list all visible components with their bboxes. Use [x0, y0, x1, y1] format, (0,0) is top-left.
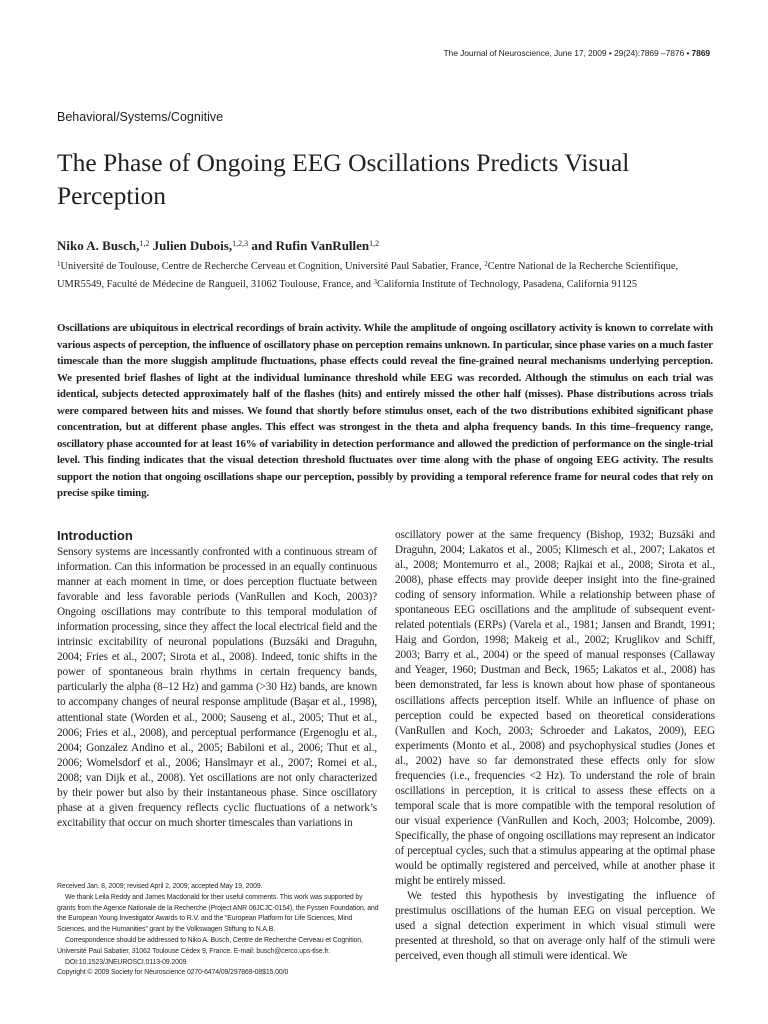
affiliation-1: Université de Toulouse, Centre de Recherche Cerveau et Cognition, Université Paul Sabatier, France, — [60, 261, 482, 272]
author-name: Julien Dubois, — [152, 238, 233, 253]
affiliation-marker: 3 — [373, 278, 378, 286]
introduction-paragraph: Sensory systems are incessantly confronted with a continuous stream of information. Can this information be processed in an equally continuous manner at each moment in time, or does perception fluctuate between favorable and less favorable periods (VanRullen and Koch, 2003)? Ongoing oscillations may contribute to this temporal modulation of information processing, since they affect the local electrical field and the intrinsic excitability of neuronal populations (Buzsáki and Draguhn, 2004; Fries et al., 2007; Sirota et al., 2008). Indeed, tonic shifts in the power of spontaneous brain rhythms in certain frequency bands, particularly the alpha (8–12 Hz) and gamma (>30 Hz) bands, are known to accompany changes of neural response amplitude (Başar et al., 1998), attentional state (Worden et al., 2000; Sauseng et al., 2005; Thut et al., 2006; Fries et al., 2008), and perceptual performance (Ergenoglu et al., 2004; Gonzalez Andino et al., 2005; Babiloni et al., 2006; Thut et al., 2006; Womelsdorf et al., 2006; Hanslmayr et al., 2007; Romei et al., 2008; van Dijk et al., 2008). Yet oscillations are not only characterized by their power but also by their instantaneous phase. Since oscillatory phase at a given frequency reflects cyclic fluctuations of a network’s excitability that occur on much shorter timescales than variations in — [57, 546, 377, 829]
page-number: 7869 — [691, 48, 710, 58]
author-affiliation-marker: 1,2,3 — [232, 239, 249, 248]
article-title: The Phase of Ongoing EEG Oscillations Predicts Visual Perception — [57, 148, 630, 210]
author-name: Niko A. Busch, — [57, 238, 140, 253]
author-list — [57, 238, 379, 254]
right-column — [395, 528, 715, 964]
article-footnotes — [57, 882, 382, 979]
author-affiliation-marker: 1,2 — [369, 239, 380, 248]
introduction-paragraph: We tested this hypothesis by investigating the influence of prestimulus oscillations of the human EEG on visual perception. We used a signal detection experiment in which visual stimuli were presented at threshold, so that on average only half of the stimuli were perceived, even though all stimuli were identical. We — [395, 890, 715, 963]
introduction-paragraph-continued: oscillatory power at the same frequency (Bishop, 1932; Buzsáki and Draguhn, 2004; Lakatos et al., 2005; Klimesch et al., 2007; Lakatos et al., 2008; Montemurro et al., 2008; Rajkai et al., 2008; Sirota et al., 2008), phase effects may provide deeper insight into the fine-grained coding of sensory information. While a relationship between phase of spontaneous EEG oscillations and the amplitude of subsequent event-related potentials (ERPs) (Varela et al., 1981; Jansen and Brandt, 1991; Haig and Gordon, 1998; Makeig et al., 2002; Kruglikov and Schiff, 2003; Barry et al., 2004) or the speed of manual responses (Callaway and Yeager, 1960; Dustman and Beck, 1965; Lakatos et al., 2008) has been demonstrated, far less is known about how phase of spontaneous oscillations affects perception itself. While an influence of phase on perception could be expected based on theoretical considerations (VanRullen and Koch, 2003; Schroeder and Lakatos, 2009), EEG experiments (Monto et al., 2008) and psychophysical studies (Jones et al., 2002) have so far demonstrated these effects only for slow frequencies (i.e., frequencies <2 Hz). To understand the role of brain oscillations in perception, it is critical to assess these effects on a temporal scale that is more compatible with the temporal resolution of our visual experience (VanRullen and Koch, 2003; Holcombe, 2009). Specifically, the phase of ongoing oscillations may represent an indicator of perceptual cycles, such that a stimulus appearing at the optimal phase would be optimally registered and perceived, while at another phase it might be entirely missed. — [395, 529, 715, 888]
received-dates: Received Jan. 8, 2009; revised April 2, 2009; accepted May 19, 2009. — [57, 883, 263, 890]
introduction-heading: Introduction — [57, 528, 133, 543]
affiliation-marker: 1 — [57, 260, 61, 268]
copyright: Copyright © 2009 Society for Neuroscience 0270-6474/09/297869-08$15.00/0 — [57, 969, 289, 977]
author-and: and — [251, 238, 273, 253]
doi: DOI:10.1523/JNEUROSCI.0113-09.2009 — [65, 958, 187, 966]
author-affiliation-marker: 1,2 — [139, 239, 150, 248]
journal-running-header — [443, 48, 710, 58]
abstract: Oscillations are ubiquitous in electrical recordings of brain activity. While the amplitude of ongoing oscillatory activity is known to correlate with various aspects of perception, the influence of oscillatory phase on perception remains unknown. In particular, since phase varies on a much faster timescale than the more sluggish amplitude fluctuations, phase effects could reveal the fine-grained neural mechanisms underlying perception. We presented brief flashes of light at the individual luminance threshold while EEG was recorded. Although the stimulus on each trial was identical, subjects detected approximately half of the flashes (hits) and entirely missed the other half (misses). Phase distributions across trials were compared between hits and misses. We found that shortly before stimulus onset, each of the two distributions exhibited significant phase concentration, but at different phase angles. This effect was strongest in the theta and alpha frequency bands. In this time–frequency range, oscillatory phase accounted for at least 16% of variability in detection performance and allowed the prediction of performance on the single-trial level. This finding indicates that the visual detection threshold fluctuates over time along with the phase of ongoing EEG activity. The results support the notion that ongoing oscillations shape our perception, possibly by providing a temporal reference frame for neural codes that rely on precise spike timing. — [57, 322, 713, 499]
author-name: Rufin VanRullen — [275, 238, 370, 253]
acknowledgments: We thank Leila Reddy and James Macdonald for their useful comments. This work was supported by grants from the Agence Nationale de la Recherche (Project ANR 06JCJC-0154), the Fyssen Foundation, and the European Young Investigator Awards to R.V. and the “European Platform for Life Sciences, Mind Sciences, and the Humanities” grant by the Volkswagen Stiftung to N.A.B. — [57, 893, 379, 934]
correspondence: Correspondence should be addressed to Niko A. Busch, Centre de Recherche Cerveau et Cognition, Université Paul Sabatier, 31062 Toulouse Cédex 9, France. E-mail: busch@cerco.ups-tlse.fr. — [57, 936, 363, 955]
affiliation-2: Centre National de la Recherche Scientifique, UMR5549, Faculté de Médecine de Rangueil, 31062 Toulouse, France, and — [57, 261, 679, 290]
journal-citation: The Journal of Neuroscience, June 17, 2009 • 29(24):7869 –7876 • — [443, 48, 690, 58]
affiliation-marker: 2 — [484, 260, 488, 268]
section-label: Behavioral/Systems/Cognitive — [57, 110, 224, 124]
left-column — [57, 528, 377, 831]
affiliation-3: California Institute of Technology, Pasadena, California 91125 — [377, 279, 638, 290]
affiliations — [57, 258, 697, 294]
